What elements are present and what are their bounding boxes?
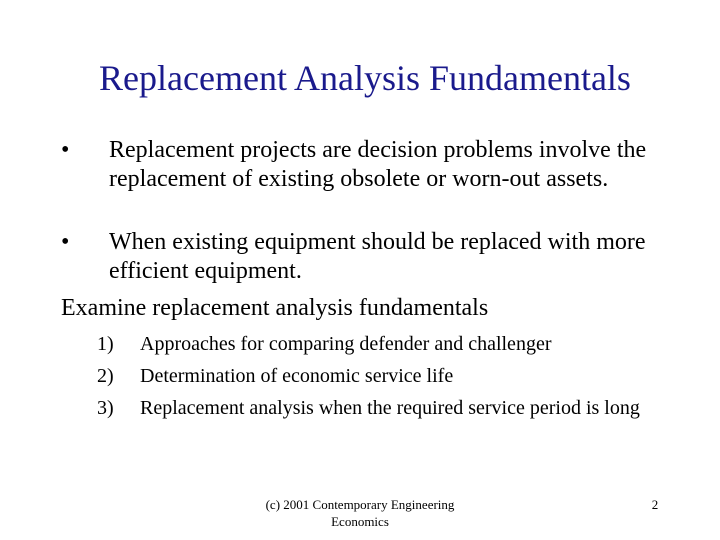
numbered-item bbox=[97, 332, 697, 357]
item-text: Determination of economic service life bbox=[140, 365, 454, 387]
numbered-item bbox=[97, 396, 697, 421]
item-number: 2) bbox=[97, 365, 114, 387]
bullet-item bbox=[61, 228, 681, 286]
bullet-text: Replacement projects are decision problems involve the replacement of existing obsolete or worn-out assets. bbox=[109, 137, 647, 192]
item-text: Replacement analysis when the required service period is long bbox=[140, 397, 640, 419]
item-number: 3) bbox=[97, 397, 114, 419]
numbered-item bbox=[97, 364, 697, 389]
bullet-text: When existing equipment should be replaced with more efficient equipment. bbox=[109, 229, 646, 284]
page-number: 2 bbox=[651, 497, 659, 512]
footer-copyright: (c) 2001 Contemporary Engineering Economics bbox=[265, 497, 455, 529]
slide-title: Replacement Analysis Fundamentals bbox=[99, 58, 631, 98]
bullet-marker: • bbox=[61, 229, 70, 255]
bullet-marker: • bbox=[61, 137, 70, 163]
bullet-item bbox=[61, 136, 681, 194]
intro-line: Examine replacement analysis fundamentals bbox=[61, 295, 489, 321]
item-text: Approaches for comparing defender and challenger bbox=[140, 333, 552, 355]
item-number: 1) bbox=[97, 333, 114, 355]
